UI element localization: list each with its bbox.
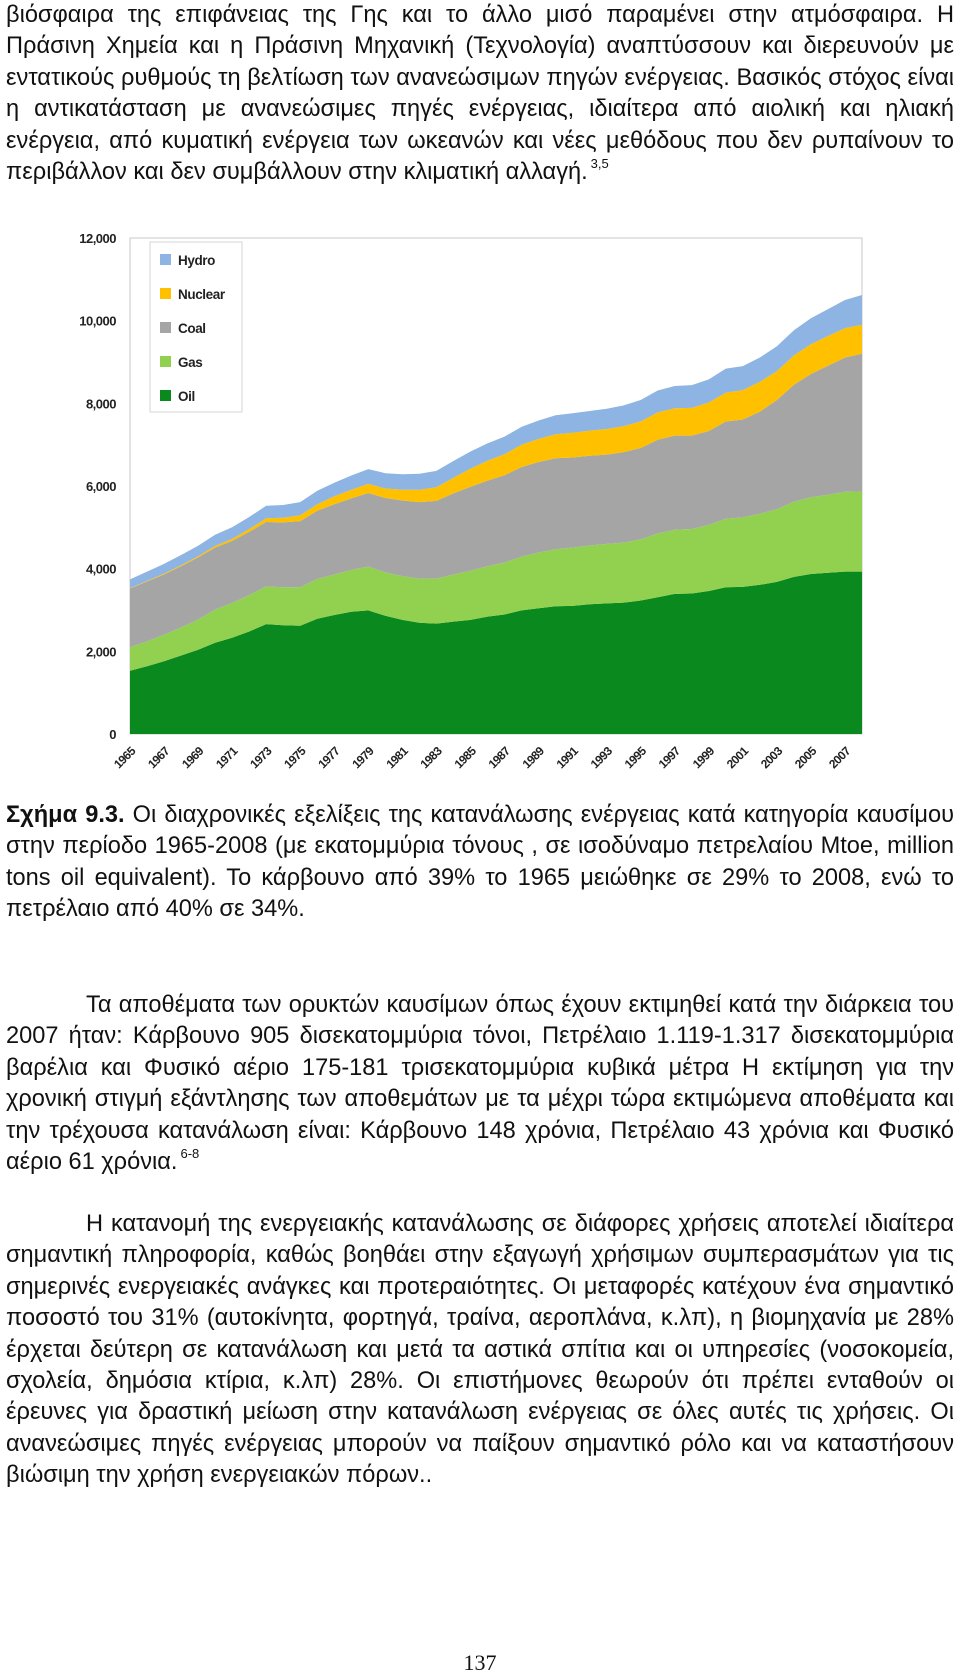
x-tick-label: 1983 xyxy=(417,744,445,772)
paragraph-distribution xyxy=(6,1209,954,1492)
x-tick-label: 2005 xyxy=(791,744,820,772)
legend-swatch-nuclear xyxy=(160,288,171,299)
citation-superscript-2: 6-8 xyxy=(180,1146,200,1162)
y-tick-label: 10,000 xyxy=(79,313,116,329)
x-tick-label: 1977 xyxy=(315,744,343,772)
figure-caption-text: Οι διαχρονικές εξελίξεις της κατανάλωσης ενέργειας κατά κατηγορία καυσίμου στην περίοδο 1965-2008 (με εκατομμύρια τόνους , σε ισοδύναμο πετρελαίου Mtoe, million tons oil equivalent). Το κάρβουνο από 39% το 1965 μειώθηκε σε 29% το 2008, ενώ το πετρέλαιο από 40% σε 34%. xyxy=(6,802,954,923)
x-tick-label: 1967 xyxy=(145,744,173,772)
x-tick-label: 1969 xyxy=(179,744,207,772)
chart-legend xyxy=(150,242,242,412)
x-tick-label: 1973 xyxy=(247,744,275,772)
legend-label-oil: Oil xyxy=(178,389,195,404)
y-tick-label: 4,000 xyxy=(85,561,116,577)
x-tick-label: 1981 xyxy=(383,744,411,772)
legend-swatch-oil xyxy=(160,390,171,401)
paragraph-reserves-text: Τα αποθέματα των ορυκτών καυσίμων όπως έχουν εκτιμηθεί κατά την διάρκεια του 2007 ήταν: Κάρβουνο 905 δισεκατομμύρια τόνοι, Πετρέλαιο 1.119-1.317 δισεκατομμύρια βαρέλια και Φυσικό αέριο 175-181 τρισεκατομμύρια κυβικά μέτρα Η εκτίμηση για την χρονική στιγμή εξάντλησης των αποθεμάτων με τα μέχρι τώρα εκτιμώμενα αποθέματα και την τρέχουσα κατανάλωση είναι: Κάρβουνο 148 χρόνια, Πετρέλαιο 43 χρόνια και Φυσικό αέριο 61 χρόνια. xyxy=(6,992,954,1176)
x-tick-label: 1997 xyxy=(655,744,683,772)
x-tick-label: 1975 xyxy=(281,744,309,772)
legend-label-coal: Coal xyxy=(178,321,206,336)
paragraph-reserves xyxy=(6,990,954,1180)
legend-label-hydro: Hydro xyxy=(178,253,216,268)
x-tick-label: 2003 xyxy=(757,744,786,772)
x-tick-label: 1987 xyxy=(485,744,513,772)
x-tick-label: 2007 xyxy=(826,744,854,772)
y-tick-label: 8,000 xyxy=(85,396,116,412)
y-tick-label: 0 xyxy=(109,727,116,742)
citation-superscript: 3,5 xyxy=(590,156,609,172)
paragraph-intro-text: βιόσφαιρα της επιφάνειας της Γης και το άλλο μισό παραμένει στην ατμόσφαιρα. Η Πράσινη Χημεία και η Πράσινη Μηχανική (Τεχνολογία) αναπτύσσουν και διερευνούν με εντατικούς ρυθμούς τη βελτίωση των ανανεώσιμων πηγών ενέργειας. Βασικός στόχος είναι η αντικατάσταση με ανανεώσιμες πηγές ενέργειας, ιδιαίτερα από αιολική και ηλιακή ενέργεια, από κυματική ενέργεια των ωκεανών και νέες μεθόδους που δεν ρυπαίνουν το περιβάλλον και δεν συμβάλλουν στην κλιματική αλλαγή. xyxy=(6,2,954,186)
figure-caption xyxy=(6,800,954,926)
paragraph-intro xyxy=(6,0,954,190)
x-tick-label: 2001 xyxy=(723,744,751,772)
x-tick-label: 1979 xyxy=(349,744,377,772)
legend-swatch-coal xyxy=(160,322,171,333)
x-tick-label: 1971 xyxy=(213,744,241,772)
y-tick-label: 6,000 xyxy=(85,479,116,494)
legend-label-nuclear: Nuclear xyxy=(178,287,225,302)
page-number: 137 xyxy=(463,1650,497,1675)
y-tick-label: 12,000 xyxy=(79,231,116,246)
x-tick-label: 1985 xyxy=(451,744,479,772)
legend-swatch-hydro xyxy=(160,254,171,265)
x-tick-label: 1995 xyxy=(621,744,649,772)
legend-swatch-gas xyxy=(160,356,171,367)
x-tick-label: 1999 xyxy=(689,744,717,772)
x-tick-label: 1989 xyxy=(519,744,547,772)
paragraph-distribution-text: Η κατανομή της ενεργειακής κατανάλωσης σε διάφορες χρήσεις αποτελεί ιδιαίτερα σημαντική πληροφορία, καθώς βοηθάει στην εξαγωγή χρήσιμων συμπερασμάτων για τις σημερινές ενεργειακές ανάγκες και προτεραιότητες. Οι μεταφορές κατέχουν ένα σημαντικό ποσοστό του 31% (αυτοκίνητα, φορτηγά, τραίνα, αεροπλάνα, κ.λπ), η βιομηχανία με 28% έρχεται δεύτερη σε κατανάλωση και μετά τα αστικά σπίτια και οι υπηρεσίες (νοσοκομεία, σχολεία, δημόσια κτίρια, κ.λπ) 28%. Οι επιστήμονες θεωρούν ότι πρέπει ενταθούν οι έρευνες για δραστική μείωση στην κατανάλωση ενέργειας σε όλες αυτές τις χρήσεις. Οι ανανεώσιμες πηγές ενέργειας μπορούν να παίξουν σημαντικό ρόλο και να καταστήσουν βιώσιμη την χρήση ενεργειακών πόρων.. xyxy=(6,1211,954,1489)
x-tick-label: 1991 xyxy=(553,744,581,772)
figure-caption-label: Σχήμα 9.3. xyxy=(6,802,125,828)
y-tick-label: 2,000 xyxy=(85,644,116,660)
legend-label-gas: Gas xyxy=(178,355,203,370)
x-tick-label: 1965 xyxy=(111,744,139,772)
x-tick-label: 1993 xyxy=(587,744,615,772)
energy-consumption-chart xyxy=(0,222,960,782)
